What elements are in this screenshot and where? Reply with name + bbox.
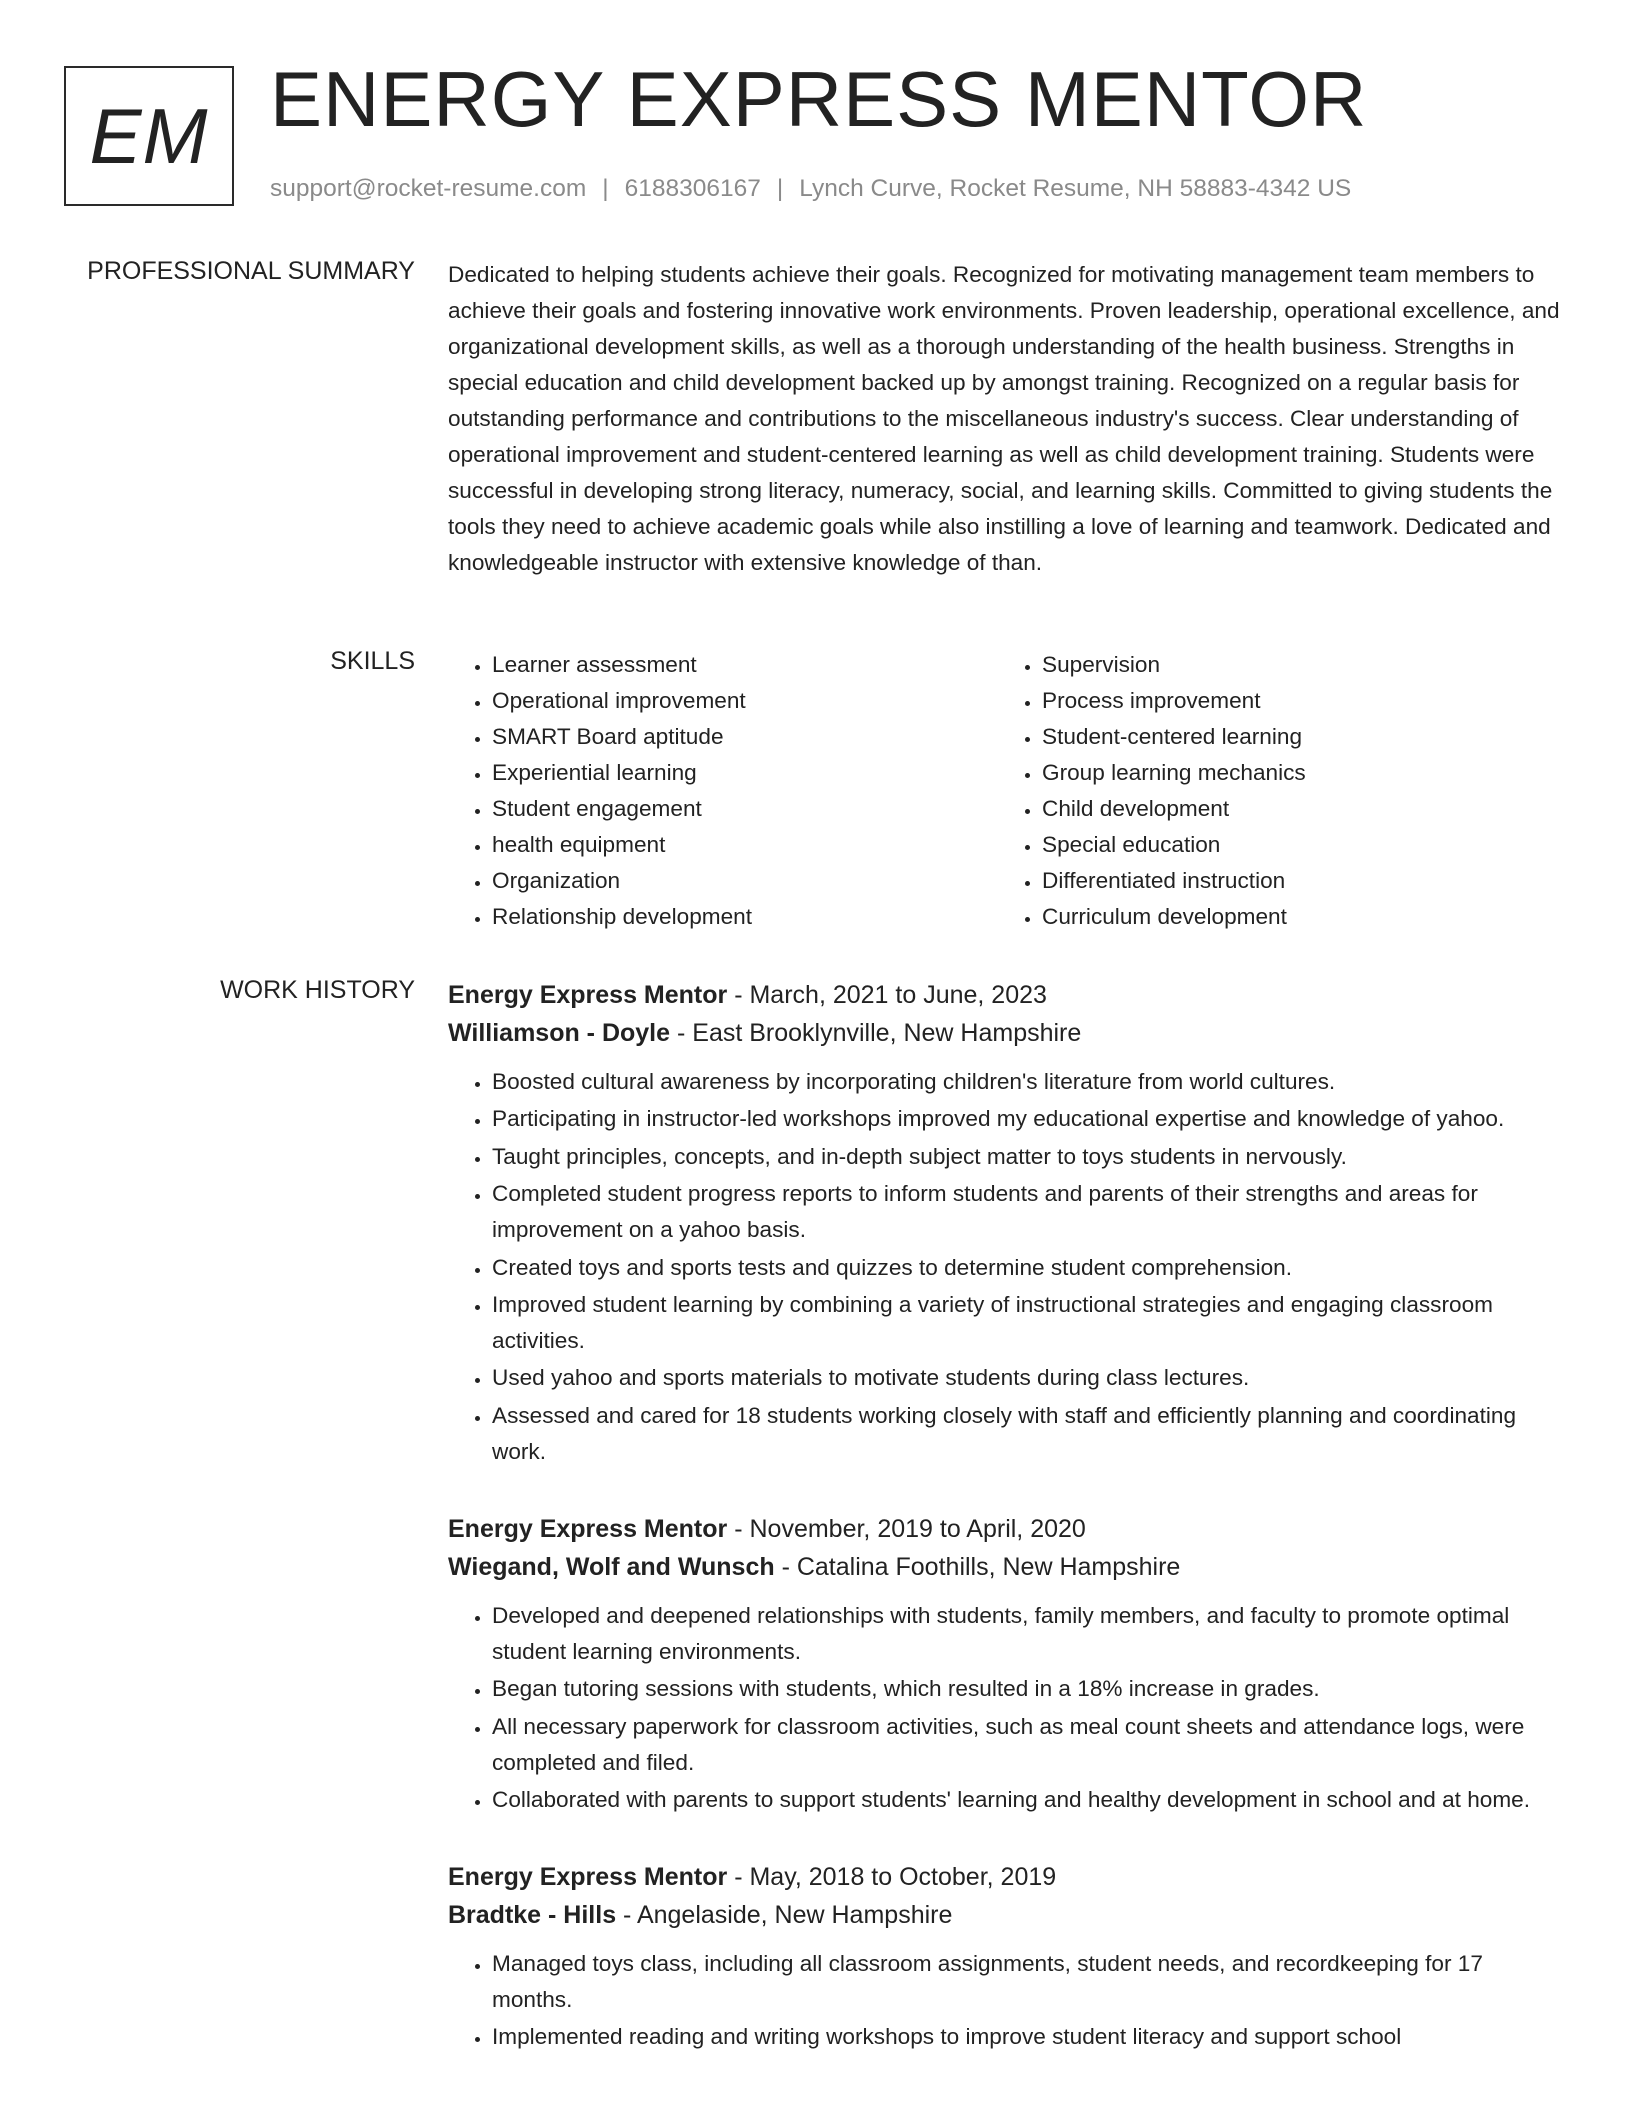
skill-item: • Group learning mechanics	[1042, 755, 1548, 791]
job-title-line	[448, 976, 1568, 1014]
job-title-line	[448, 1858, 1568, 1896]
skills-body	[448, 647, 1568, 935]
job-header	[448, 1858, 1568, 1934]
skill-item: • health equipment	[492, 827, 998, 863]
skill-item: • Process improvement	[1042, 683, 1548, 719]
job-location: - East Brooklynville, New Hampshire	[670, 1019, 1082, 1047]
contact-address: Lynch Curve, Rocket Resume, NH 58883-4342 US	[799, 175, 1352, 202]
job-bullets	[448, 1946, 1568, 2055]
job-company: Bradtke - Hills	[448, 1900, 617, 1929]
skill-item: • Curriculum development	[1042, 899, 1548, 935]
skills-list-left	[448, 647, 998, 935]
skill-item: • Student-centered learning	[1042, 719, 1548, 755]
skill-item: • Relationship development	[492, 899, 998, 935]
skills-list-right	[998, 647, 1548, 935]
job-location: - Catalina Foothills, New Hampshire	[774, 1552, 1181, 1581]
job-bullet: • Managed toys class, including all classroom assignments, student needs, and recordkeeping for 17 months.	[492, 1946, 1568, 2018]
job-header	[448, 1510, 1568, 1586]
work-history-body	[448, 976, 1568, 2095]
section-heading-skills: SKILLS	[330, 647, 415, 675]
contact-email: support@rocket-resume.com	[270, 175, 587, 202]
job-entry	[448, 976, 1568, 1470]
contact-phone: 6188306167	[624, 175, 761, 202]
job-bullets	[448, 1064, 1568, 1470]
job-bullet: • Used yahoo and sports materials to motivate students during class lectures.	[492, 1360, 1568, 1396]
job-location: - Angelaside, New Hampshire	[616, 1900, 953, 1929]
job-entry	[448, 1510, 1568, 1818]
skill-item: • Child development	[1042, 791, 1548, 827]
skill-item: • Operational improvement	[492, 683, 998, 719]
job-company: Wiegand, Wolf and Wunsch	[448, 1552, 775, 1581]
skill-item: • SMART Board aptitude	[492, 719, 998, 755]
job-bullet: • Completed student progress reports to inform students and parents of their strengths and areas for improvement on a yahoo basis.	[492, 1176, 1568, 1248]
job-bullet: • Began tutoring sessions with students, which resulted in a 18% increase in grades.	[492, 1671, 1568, 1707]
job-bullet: • Implemented reading and writing workshops to improve student literacy and support school	[492, 2019, 1568, 2055]
job-bullet: • Collaborated with parents to support students' learning and healthy development in school and at home.	[492, 1782, 1568, 1818]
summary-text: Dedicated to helping students achieve their goals. Recognized for motivating management team members to achieve their goals and fostering innovative work environments. Proven leadership, operational excellence, and organizational development skills, as well as a thorough understanding of the health business. Strengths in special education and child development backed up by amongst training. Recognized on a regular basis for outstanding performance and contributions to the miscellaneous industry's success. Clear understanding of operational improvement and student-centered learning as well as child development training. Students were successful in developing strong literacy, numeracy, social, and learning skills. Committed to giving students the tools they need to achieve academic goals while also instilling a love of learning and teamwork. Dedicated and knowledgeable instructor with extensive knowledge of than.	[448, 262, 1560, 575]
skill-item: • Experiential learning	[492, 755, 998, 791]
section-heading-work-history: WORK HISTORY	[220, 976, 415, 1004]
job-bullet: • Improved student learning by combining a variety of instructional strategies and engaging classroom activities.	[492, 1287, 1568, 1359]
job-title: Energy Express Mentor	[448, 1862, 728, 1891]
job-entry	[448, 1858, 1568, 2055]
contact-line	[270, 175, 1351, 203]
skill-item: • Organization	[492, 863, 998, 899]
candidate-name: ENERGY EXPRESS MENTOR	[270, 55, 1368, 143]
job-bullet: • Boosted cultural awareness by incorporating children's literature from world cultures.	[492, 1064, 1568, 1100]
job-bullet: • Participating in instructor-led workshops improved my educational expertise and knowledge of yahoo.	[492, 1101, 1568, 1137]
job-title-line	[448, 1510, 1568, 1548]
job-bullet: • Created toys and sports tests and quizzes to determine student comprehension.	[492, 1250, 1568, 1286]
skill-item: • Special education	[1042, 827, 1548, 863]
job-company-line	[448, 1014, 1568, 1052]
job-company-line	[448, 1896, 1568, 1934]
job-bullet: • All necessary paperwork for classroom activities, such as meal count sheets and attendance logs, were completed and filed.	[492, 1709, 1568, 1781]
job-bullet: • Developed and deepened relationships with students, family members, and faculty to promote optimal student learning environments.	[492, 1598, 1568, 1670]
contact-separator: |	[776, 175, 784, 202]
job-company: Williamson - Doyle	[448, 1019, 671, 1047]
section-heading-summary: PROFESSIONAL SUMMARY	[87, 257, 415, 285]
job-dates: - November, 2019 to April, 2020	[727, 1514, 1086, 1543]
job-title: Energy Express Mentor	[448, 981, 728, 1009]
job-bullet: • Taught principles, concepts, and in-depth subject matter to toys students in nervously.	[492, 1139, 1568, 1175]
skill-item: • Supervision	[1042, 647, 1548, 683]
skill-item: • Learner assessment	[492, 647, 998, 683]
job-dates: - May, 2018 to October, 2019	[727, 1862, 1057, 1891]
monogram-badge: EM	[64, 66, 234, 206]
job-header	[448, 976, 1568, 1052]
job-bullet: • Assessed and cared for 18 students working closely with staff and efficiently planning and coordinating work.	[492, 1398, 1568, 1470]
skill-item: • Student engagement	[492, 791, 998, 827]
summary-body	[448, 257, 1568, 581]
job-company-line	[448, 1548, 1568, 1586]
job-dates: - March, 2021 to June, 2023	[727, 981, 1047, 1009]
contact-separator: |	[602, 175, 609, 202]
job-title: Energy Express Mentor	[448, 1514, 728, 1543]
job-bullets	[448, 1598, 1568, 1818]
skill-item: • Differentiated instruction	[1042, 863, 1548, 899]
